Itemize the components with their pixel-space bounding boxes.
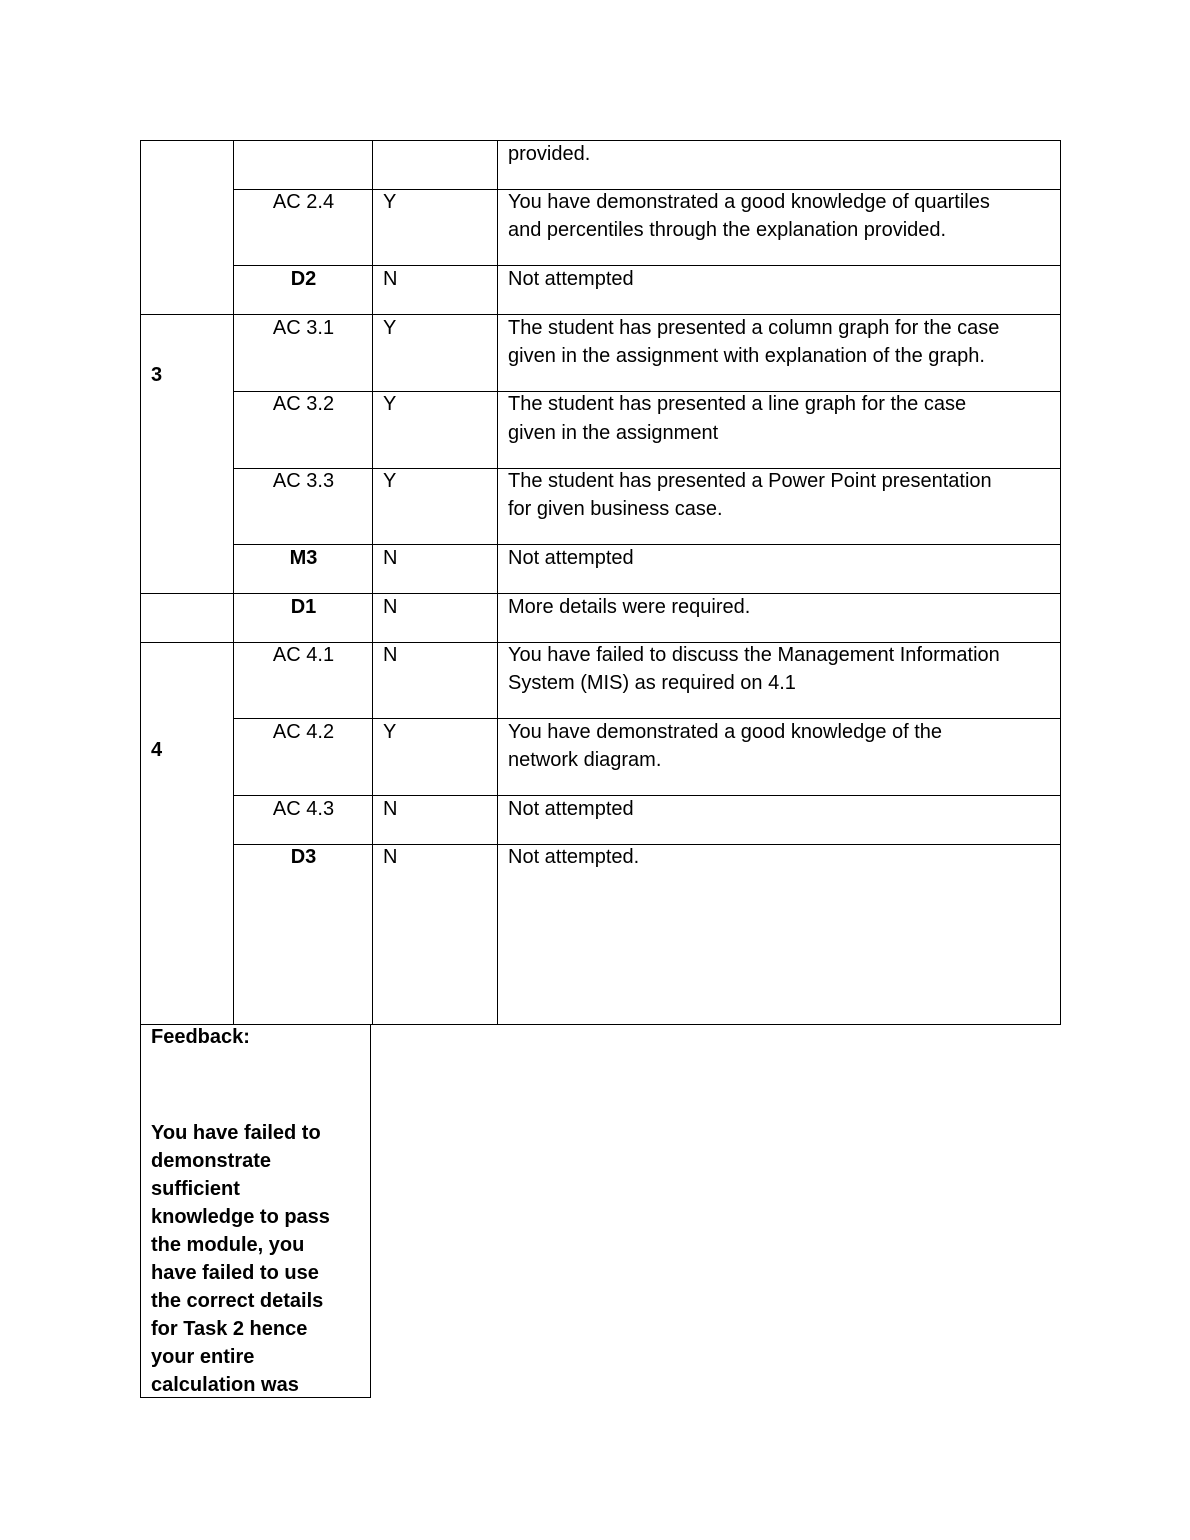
criterion-cell: AC 3.2 — [272, 393, 335, 415]
achieved-cell: Y — [383, 191, 397, 213]
comment-line: Not attempted. — [508, 846, 640, 868]
achieved-cell: Y — [383, 317, 397, 339]
criterion-cell: D3 — [290, 846, 317, 868]
feedback-line: the module, you — [151, 1234, 305, 1256]
table-border-right — [1060, 140, 1061, 1025]
achieved-cell: N — [383, 547, 398, 569]
comment-line: The student has presented a line graph for the case — [508, 393, 967, 415]
achieved-cell: N — [383, 846, 398, 868]
achieved-cell: Y — [383, 470, 397, 492]
feedback-line: the correct details — [151, 1290, 324, 1312]
comment-line: given in the assignment — [508, 422, 719, 444]
table-border-left — [140, 140, 141, 1025]
table-border-top — [140, 140, 1061, 141]
criterion-cell: AC 4.2 — [272, 721, 335, 743]
comment-line: Not attempted — [508, 268, 634, 290]
feedback-line: have failed to use — [151, 1262, 319, 1284]
feedback-text — [151, 1023, 366, 1399]
achieved-cell: N — [383, 268, 398, 290]
comment-line: Not attempted — [508, 798, 634, 820]
criterion-cell: M3 — [289, 547, 318, 569]
comment-line: You have demonstrated a good knowledge of quartiles — [508, 191, 990, 213]
criterion-cell: AC 4.3 — [272, 798, 335, 820]
feedback-line: You have failed to — [151, 1122, 321, 1144]
criterion-cell: AC 4.1 — [272, 644, 335, 666]
feedback-border-right — [370, 1024, 371, 1398]
feedback-line: sufficient — [151, 1178, 240, 1200]
feedback-line: for Task 2 hence — [151, 1318, 308, 1340]
feedback-line: your entire — [151, 1346, 255, 1368]
achieved-cell: Y — [383, 721, 397, 743]
feedback-line: demonstrate — [151, 1150, 272, 1172]
comment-line: Not attempted — [508, 547, 634, 569]
group-label: 3 — [151, 364, 163, 386]
comment-line: System (MIS) as required on 4.1 — [508, 672, 796, 694]
achieved-cell: N — [383, 798, 398, 820]
comment-line: network diagram. — [508, 749, 662, 771]
comment-line: and percentiles through the explanation provided. — [508, 219, 947, 241]
comment-line: given in the assignment with explanation of the graph. — [508, 345, 985, 367]
feedback-heading: Feedback: — [151, 1026, 250, 1048]
feedback-spacer — [151, 1051, 366, 1119]
comment-line: You have failed to discuss the Management Information — [508, 644, 1000, 666]
achieved-cell: N — [383, 644, 398, 666]
achieved-cell: Y — [383, 393, 397, 415]
criterion-cell: AC 3.3 — [272, 470, 335, 492]
group-label: 4 — [151, 739, 163, 761]
achieved-cell: N — [383, 596, 398, 618]
comment-line: provided. — [508, 143, 591, 165]
feedback-line: knowledge to pass — [151, 1206, 330, 1228]
feedback-line: calculation was — [151, 1374, 299, 1396]
criterion-cell: D1 — [290, 596, 317, 618]
criterion-cell: AC 2.4 — [272, 191, 335, 213]
comment-line: for given business case. — [508, 498, 723, 520]
feedback-border-left — [140, 1024, 141, 1398]
comment-line: The student has presented a column graph for the case — [508, 317, 1000, 339]
comment-line: You have demonstrated a good knowledge of the — [508, 721, 943, 743]
comment-line: More details were required. — [508, 596, 751, 618]
comment-line: The student has presented a Power Point presentation — [508, 470, 992, 492]
criterion-cell: D2 — [290, 268, 317, 290]
column-divider — [497, 140, 498, 1025]
criterion-cell: AC 3.1 — [272, 317, 335, 339]
